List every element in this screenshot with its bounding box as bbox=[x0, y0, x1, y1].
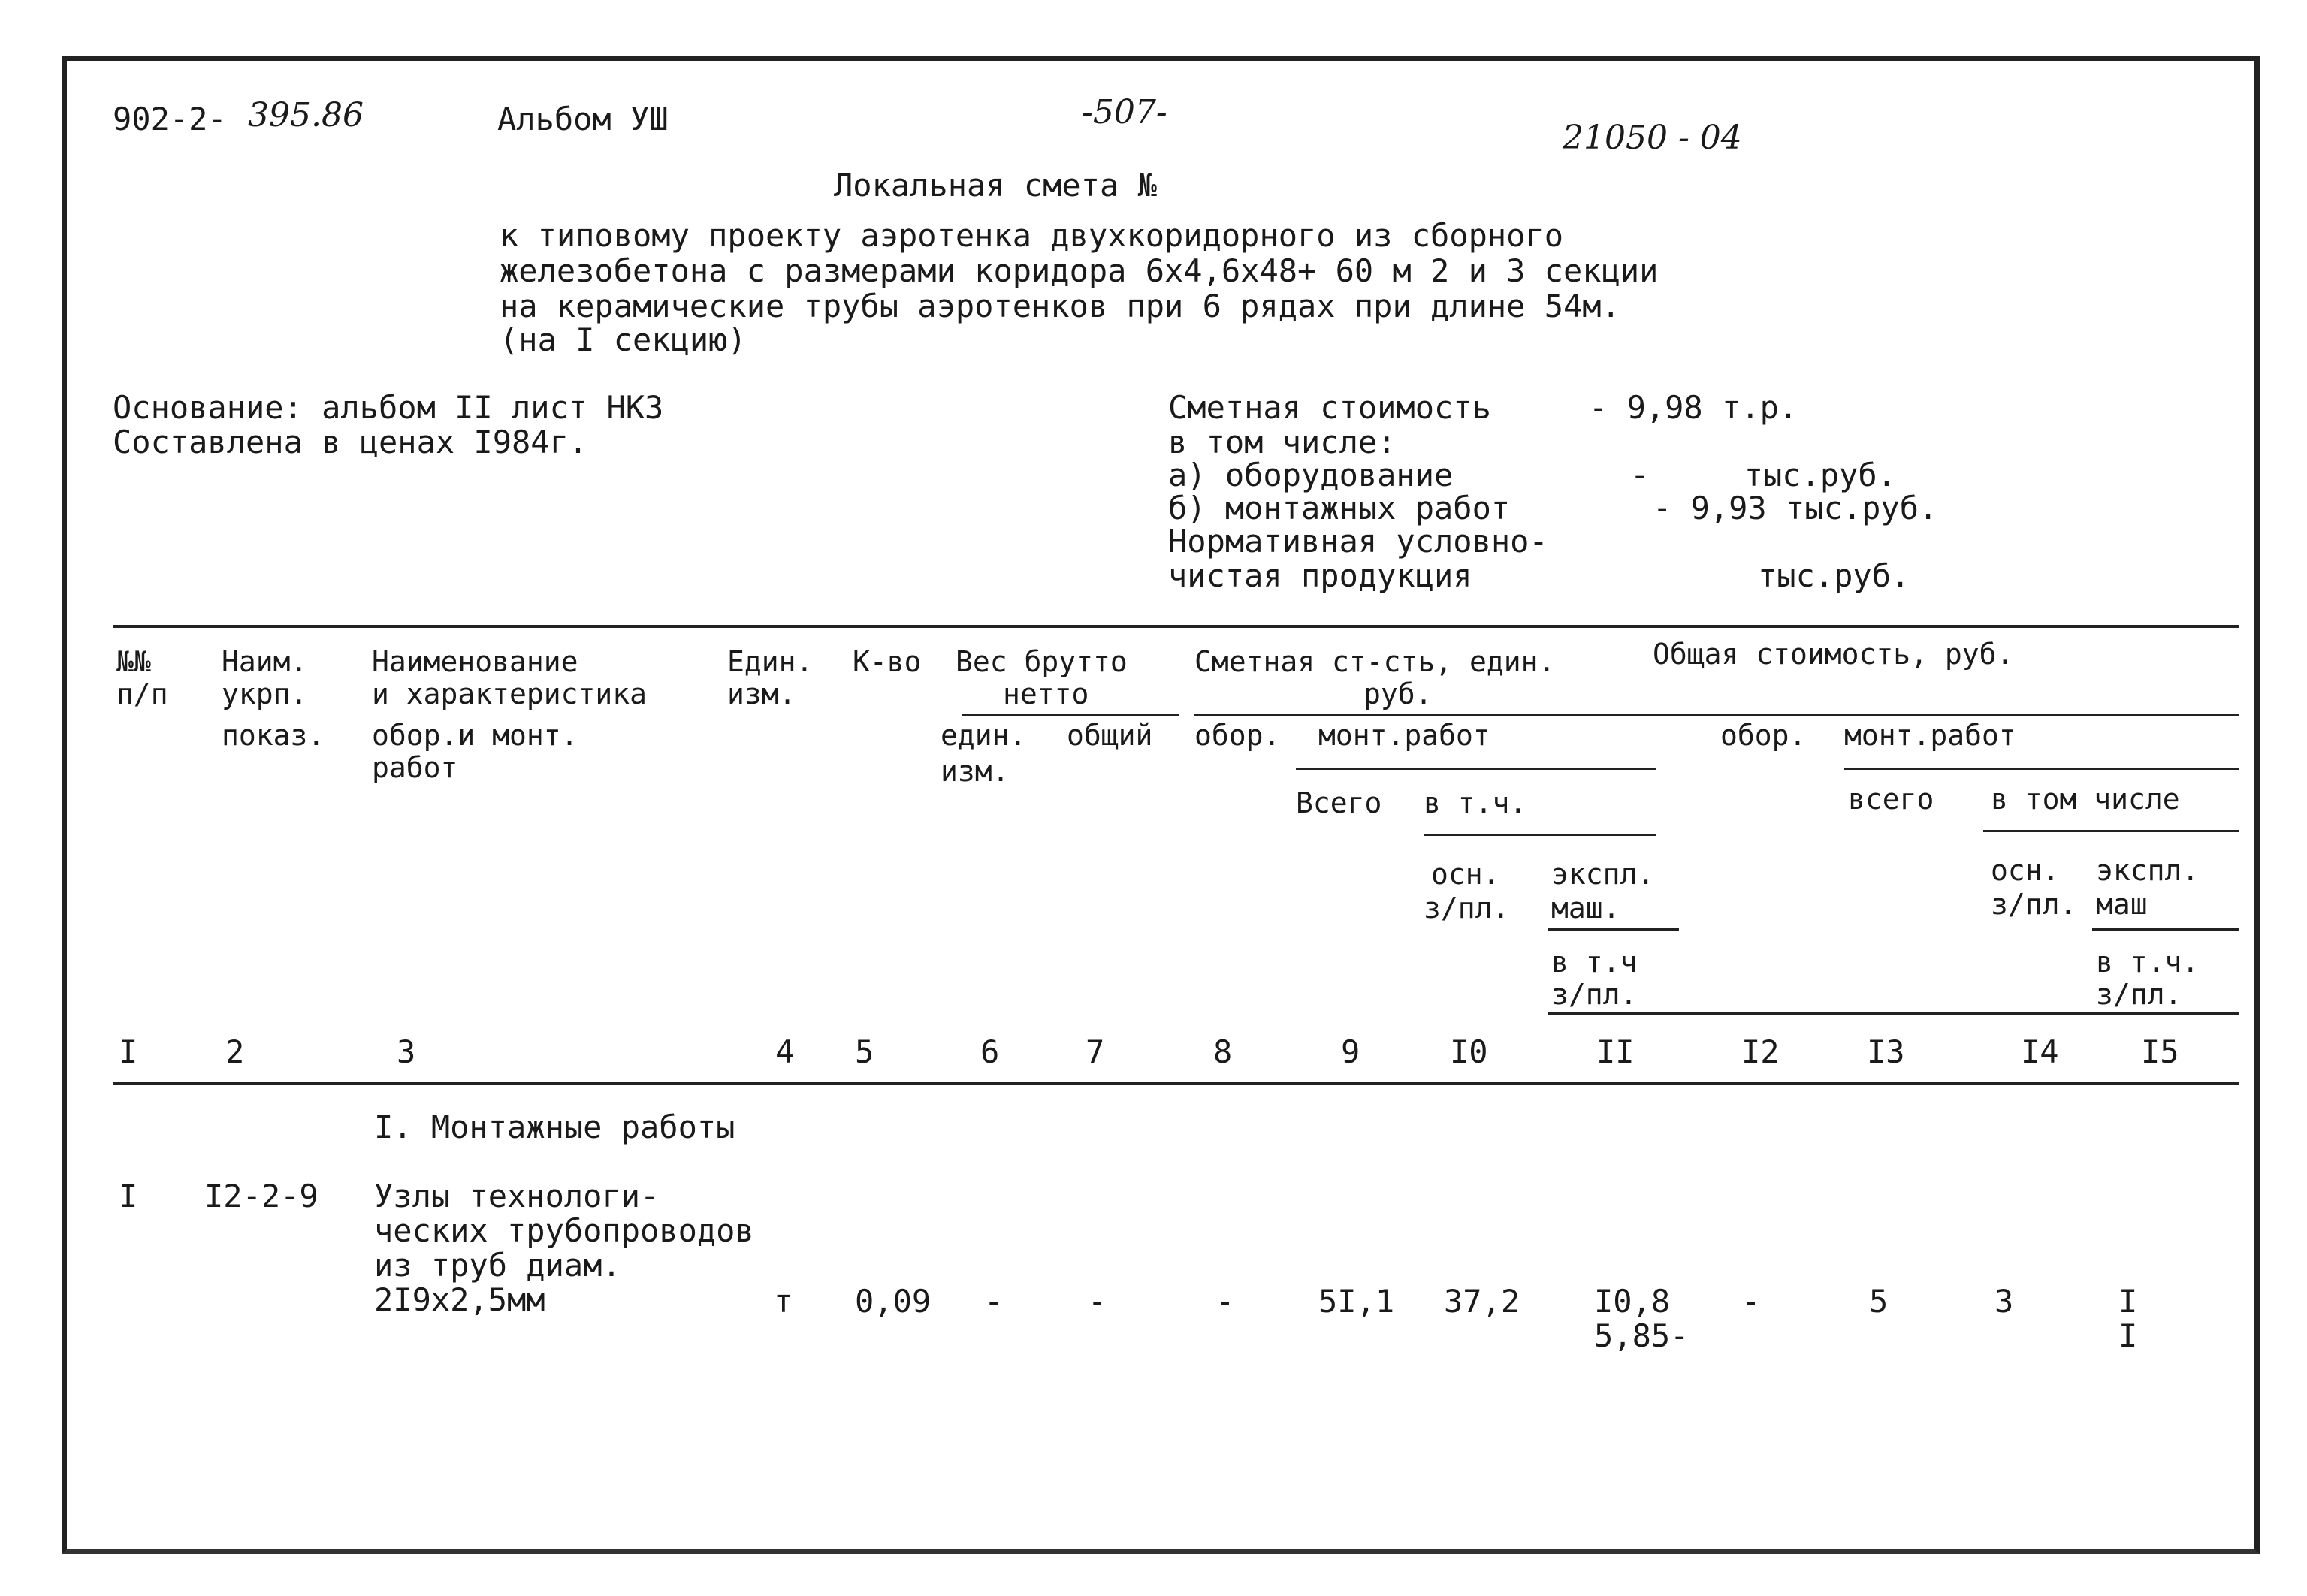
row-tot-machine-salary: I bbox=[2118, 1317, 2138, 1354]
hdr-weight-unit-a: един. bbox=[941, 719, 1027, 752]
cost-equipment-label: а) оборудование bbox=[1168, 457, 1454, 493]
hdr-est-a: Сметная ст-сть, един. bbox=[1194, 645, 1556, 678]
col-num-5: 5 bbox=[855, 1033, 874, 1070]
col-num-11: II bbox=[1596, 1033, 1635, 1070]
row-est-machine: I0,8 bbox=[1594, 1283, 1671, 1320]
row-name-line-2: ческих трубопроводов bbox=[374, 1212, 754, 1249]
cost-normative-value: тыс.руб. bbox=[1758, 557, 1910, 594]
hdr-qty: К-во bbox=[853, 645, 922, 678]
hdr-est-mach-sal-b: з/пл. bbox=[1551, 978, 1638, 1011]
row-tot-machine: I bbox=[2118, 1283, 2138, 1320]
col-num-7: 7 bbox=[1086, 1033, 1105, 1070]
hdr-tot-a: Общая стоимость, руб. bbox=[1653, 638, 2014, 671]
hdr-name-d: работ bbox=[372, 751, 458, 784]
hdr-est-base-b: з/пл. bbox=[1424, 892, 1510, 925]
hdr-weight-unit-b: изм. bbox=[941, 755, 1010, 788]
hdr-est-b: руб. bbox=[1363, 677, 1433, 711]
row-name-line-1: Узлы технологи- bbox=[374, 1178, 660, 1214]
hdr-unit-a: Един. bbox=[727, 645, 814, 678]
cost-mounting-value: - 9,93 тыс.руб. bbox=[1653, 490, 1938, 526]
subject-line-1: к типовому проекту аэротенка двухкоридорного из сборного bbox=[500, 217, 1564, 254]
hdr-est-equip: обор. bbox=[1194, 719, 1281, 752]
hdr-est-mount: монт.работ bbox=[1318, 719, 1490, 752]
col-num-4: 4 bbox=[775, 1033, 795, 1070]
hdr-weight-total: общий bbox=[1067, 719, 1153, 752]
hdr-tot-mach-b: маш bbox=[2096, 888, 2148, 921]
hdr-tot-mach-sal-b: з/пл. bbox=[2096, 978, 2182, 1011]
col-num-8: 8 bbox=[1213, 1033, 1233, 1070]
hdr-name-a: Наименование bbox=[372, 645, 578, 678]
col-num-13: I3 bbox=[1867, 1033, 1905, 1070]
project-code: 902-2- bbox=[113, 101, 227, 137]
cost-including-label: в том числе: bbox=[1168, 424, 1397, 460]
col-num-1: I bbox=[119, 1033, 138, 1070]
handwritten-number: 21050 - 04 bbox=[1563, 119, 1742, 157]
cost-mounting-label: б) монтажных работ bbox=[1168, 490, 1511, 526]
hdr-est-mach-b: маш. bbox=[1551, 892, 1620, 925]
page-number: -507- bbox=[1082, 93, 1167, 131]
hdr-tot-rule bbox=[1653, 714, 2239, 716]
column-numbers-rule bbox=[113, 1082, 2239, 1085]
cost-total-value: - 9,98 т.р. bbox=[1589, 389, 1798, 426]
col-num-9: 9 bbox=[1341, 1033, 1360, 1070]
hdr-weight-gross: Вес брутто bbox=[956, 645, 1128, 678]
col-num-12: I2 bbox=[1741, 1033, 1780, 1070]
row-qty: 0,09 bbox=[855, 1283, 932, 1320]
hdr-est-rule bbox=[1194, 714, 1653, 716]
hdr-tot-base-b: з/пл. bbox=[1991, 888, 2077, 921]
hdr-name-b: и характеристика bbox=[372, 677, 648, 711]
hdr-tot-incl: в том числе bbox=[1991, 783, 2180, 816]
hdr-unit-b: изм. bbox=[727, 677, 796, 711]
subject-line-2: железобетона с размерами коридора 6х4,6х48+ 60 м 2 и 3 секции bbox=[500, 252, 1659, 289]
hdr-weight-rule bbox=[962, 714, 1179, 716]
hdr-est-incl-rule bbox=[1424, 834, 1656, 836]
row-name-line-3: из труб диам. bbox=[374, 1247, 621, 1284]
hdr-est-mach-sal-a: в т.ч bbox=[1551, 946, 1638, 979]
cost-total-label: Сметная стоимость bbox=[1168, 389, 1491, 426]
album-label: Альбом УШ bbox=[497, 101, 669, 137]
hdr-weight-net: нетто bbox=[1003, 677, 1089, 711]
hdr-tot-mach-rule bbox=[2092, 928, 2239, 931]
col-num-14: I4 bbox=[2021, 1033, 2059, 1070]
hdr-num-a: №№ bbox=[116, 645, 151, 678]
col-num-6: 6 bbox=[980, 1033, 1000, 1070]
row-unit: т bbox=[774, 1283, 793, 1320]
row-est-equip: - bbox=[1215, 1283, 1235, 1320]
subject-line-4: (на I секцию) bbox=[500, 321, 747, 358]
row-tot-mount-total: 5 bbox=[1869, 1283, 1889, 1320]
hdr-tot-mount: монт.работ bbox=[1844, 719, 2016, 752]
cost-normative-label-1: Нормативная условно- bbox=[1168, 523, 1548, 560]
cost-equipment-value: - тыс.руб. bbox=[1630, 457, 1897, 493]
hdr-est-mount-rule bbox=[1296, 768, 1656, 770]
hdr-code-c: показ. bbox=[222, 719, 325, 752]
hdr-tot-total: всего bbox=[1848, 783, 1934, 816]
hdr-tot-mach-a: экспл. bbox=[2096, 854, 2200, 887]
hdr-code-a: Наим. bbox=[222, 645, 308, 678]
hdr-tot-equip: обор. bbox=[1720, 719, 1807, 752]
header-bottom-rule bbox=[1548, 1012, 2239, 1015]
project-code-handwritten: 395.86 bbox=[248, 96, 364, 134]
row-code: I2-2-9 bbox=[204, 1178, 319, 1214]
hdr-est-total: Всего bbox=[1296, 786, 1382, 819]
hdr-code-b: укрп. bbox=[222, 677, 308, 711]
hdr-tot-mach-sal-a: в т.ч. bbox=[2096, 946, 2200, 979]
hdr-name-c: обор.и монт. bbox=[372, 719, 578, 752]
document-title: Локальная смета № bbox=[834, 167, 1157, 204]
section-title: I. Монтажные работы bbox=[374, 1109, 735, 1145]
row-number: I bbox=[119, 1178, 138, 1214]
row-est-mount-total: 5I,1 bbox=[1318, 1283, 1395, 1320]
subject-line-3: на керамические трубы аэротенков при 6 рядах при длине 54м. bbox=[500, 288, 1620, 324]
hdr-tot-mount-rule bbox=[1844, 768, 2239, 770]
row-tot-base-salary: 3 bbox=[1994, 1283, 2014, 1320]
row-weight-total: - bbox=[1088, 1283, 1107, 1320]
table-top-rule bbox=[113, 625, 2239, 628]
col-num-10: I0 bbox=[1450, 1033, 1488, 1070]
hdr-est-mach-rule bbox=[1548, 928, 1679, 931]
col-num-15: I5 bbox=[2141, 1033, 2179, 1070]
col-num-3: 3 bbox=[397, 1033, 416, 1070]
hdr-tot-base-a: осн. bbox=[1991, 854, 2060, 887]
hdr-est-mach-a: экспл. bbox=[1551, 858, 1655, 891]
row-name-line-4: 2I9х2,5мм bbox=[374, 1281, 545, 1318]
hdr-est-base-a: осн. bbox=[1431, 858, 1500, 891]
basis-line-2: Составлена в ценах I984г. bbox=[113, 424, 588, 460]
basis-line-1: Основание: альбом II лист НКЗ bbox=[113, 389, 664, 426]
row-weight-unit: - bbox=[984, 1283, 1004, 1320]
hdr-num-b: п/п bbox=[116, 677, 168, 711]
hdr-est-incl: в т.ч. bbox=[1424, 786, 1527, 819]
row-est-machine-salary: 5,85- bbox=[1594, 1317, 1689, 1354]
row-tot-equip: - bbox=[1741, 1283, 1761, 1320]
col-num-2: 2 bbox=[225, 1033, 245, 1070]
hdr-tot-incl-rule bbox=[1983, 830, 2239, 832]
cost-normative-label-2: чистая продукция bbox=[1168, 557, 1472, 594]
row-est-base-salary: 37,2 bbox=[1444, 1283, 1520, 1320]
